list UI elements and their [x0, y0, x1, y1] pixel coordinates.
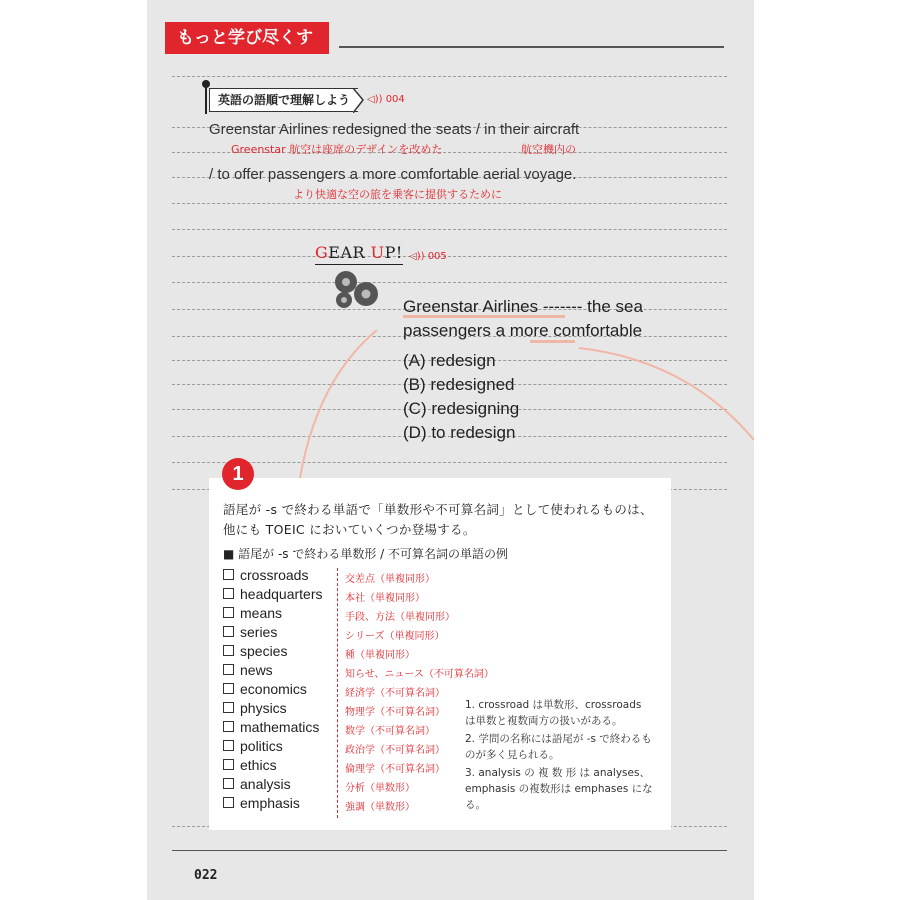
translation-1b: 航空機内の — [521, 143, 576, 156]
word-analysis: analysis — [223, 776, 291, 792]
word-means: means — [223, 605, 282, 621]
sentence-line-2: / to offer passengers a more comfortable aerial voyage. — [209, 166, 577, 183]
question-line-1: Greenstar Airlines ------- the sea — [403, 297, 643, 316]
audio-track-number: 004 — [385, 94, 405, 105]
footnote-2: 2. 学問の名称には語尾が -s で終わるものが多く見られる。 — [465, 733, 652, 761]
question-line-2: passengers a more comfortable — [403, 321, 643, 340]
option-a[interactable]: (A) redesign — [403, 351, 496, 370]
checkbox-icon[interactable] — [223, 626, 234, 637]
word-crossroads: crossroads — [223, 567, 308, 583]
note-number-badge: 1 — [222, 458, 254, 490]
word-physics: physics — [223, 700, 287, 716]
checkbox-icon[interactable] — [223, 569, 234, 580]
meaning-means: 手段、方法（単複同形） — [345, 612, 455, 623]
word-emphasis: emphasis — [223, 795, 300, 811]
word-series: series — [223, 624, 277, 640]
meaning-series: シリーズ（単複同形） — [345, 631, 445, 642]
footnote-3: 3. analysis の 複 数 形 は analyses、emphasis の複数形は emphases になる。 — [465, 767, 653, 811]
meaning-physics: 物理学（不可算名詞） — [345, 707, 445, 718]
checkbox-icon[interactable] — [223, 702, 234, 713]
meaning-news: 知らせ、ニュース（不可算名詞） — [345, 669, 494, 680]
word-headquarters: headquarters — [223, 586, 323, 602]
checkbox-icon[interactable] — [223, 588, 234, 599]
checkbox-icon[interactable] — [223, 740, 234, 751]
gear-up-title: GEAR UP! — [315, 243, 403, 265]
translation-1a: Greenstar 航空は座席のデザインを改めた — [231, 143, 443, 156]
option-d[interactable]: (D) to redesign — [403, 423, 516, 442]
meaning-emphasis: 強調（単数形） — [345, 802, 415, 813]
meaning-ethics: 倫理学（不可算名詞） — [345, 764, 445, 775]
note-line-1: 語尾が -s で終わる単語で「単数形や不可算名詞」として使われるものは、 — [223, 502, 653, 517]
checkbox-icon[interactable] — [223, 759, 234, 770]
meaning-crossroads: 交差点（単複同形） — [345, 574, 435, 585]
option-b[interactable]: (B) redesigned — [403, 375, 515, 394]
footnote-1: 1. crossroad は単数形、crossroads は単数と複数両方の扱いがある。 — [465, 699, 642, 727]
note-line-2: 他にも TOEIC においていくつか登場する。 — [223, 522, 476, 537]
checkbox-icon[interactable] — [223, 645, 234, 656]
page-number: 022 — [194, 868, 218, 883]
word-ethics: ethics — [223, 757, 277, 773]
checkbox-icon[interactable] — [223, 607, 234, 618]
speaker-icon: ◁)) — [367, 94, 383, 105]
checkbox-icon[interactable] — [223, 683, 234, 694]
meaning-mathematics: 数学（不可算名詞） — [345, 726, 435, 737]
section-title: もっと学び尽くす — [165, 22, 329, 54]
checkbox-icon[interactable] — [223, 778, 234, 789]
checkbox-icon[interactable] — [223, 797, 234, 808]
sentence-line-1: Greenstar Airlines redesigned the seats / in their aircraft — [209, 121, 580, 138]
word-list-heading: ■ 語尾が -s で終わる単数形 / 不可算名詞の単語の例 — [223, 547, 509, 561]
word-news: news — [223, 662, 273, 678]
word-species: species — [223, 643, 287, 659]
meaning-species: 種（単複同形） — [345, 650, 415, 661]
word-economics: economics — [223, 681, 307, 697]
checkbox-icon[interactable] — [223, 721, 234, 732]
textbook-page — [147, 0, 754, 900]
speaker-icon: ◁)) — [409, 251, 425, 262]
meaning-politics: 政治学（不可算名詞） — [345, 745, 445, 756]
list-separator — [337, 568, 338, 818]
word-order-tag-label: 英語の語順で理解しよう — [218, 93, 351, 107]
translation-2: より快適な空の旅を乗客に提供するために — [293, 188, 502, 201]
footer-rule — [172, 850, 727, 851]
word-politics: politics — [223, 738, 283, 754]
word-mathematics: mathematics — [223, 719, 319, 735]
option-c[interactable]: (C) redesigning — [403, 399, 520, 418]
meaning-analysis: 分析（単数形） — [345, 783, 415, 794]
meaning-headquarters: 本社（単複同形） — [345, 593, 425, 604]
meaning-economics: 経済学（不可算名詞） — [345, 688, 445, 699]
checkbox-icon[interactable] — [223, 664, 234, 675]
audio-track-number: 005 — [427, 251, 447, 262]
